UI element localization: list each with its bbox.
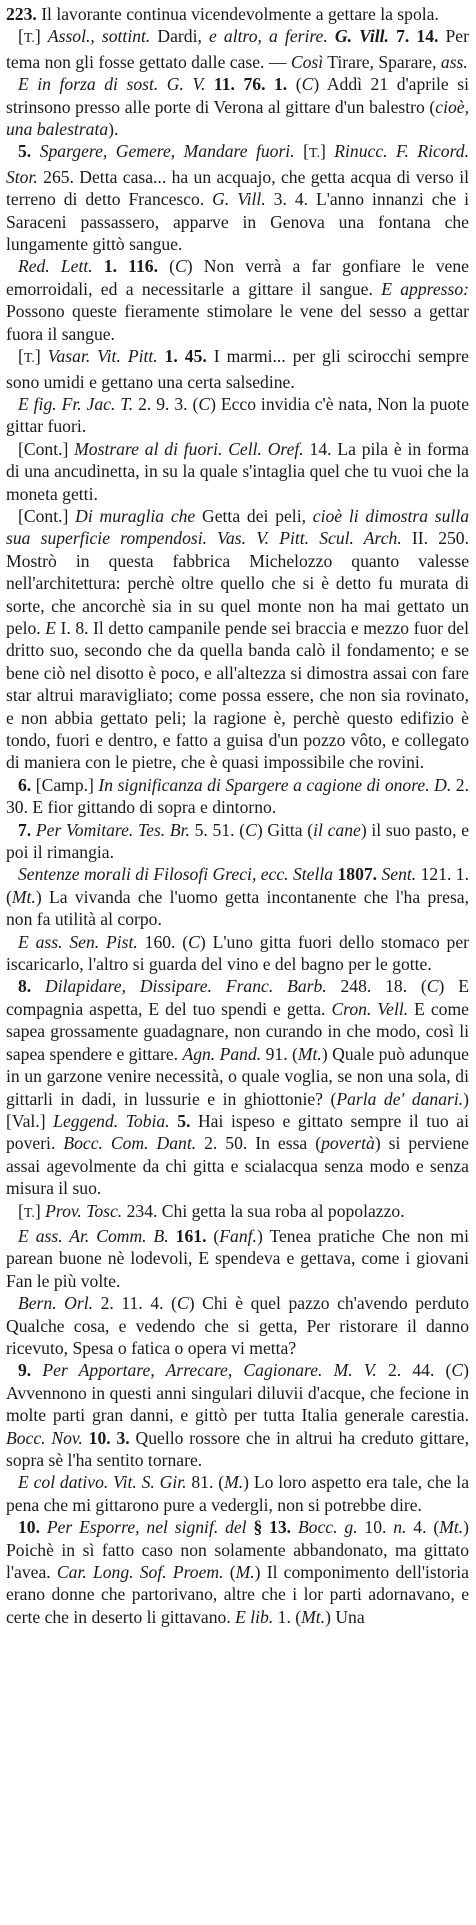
dictionary-entry: 8. Dilapidare, Dissipare. Franc. Barb. 248. 18. (C) E compagnia aspetta, E del tuo spendi e getta. Cron. Vell. E come sapea grossamente guadagnare, non curando in che modo, così li sapea spendere e gittare. Agn. Pand. 91. (Mt.) Quale può adunque in un garzone venire necessità, o quale voglia, se non una sola, di gittarli in dadi, in lussurie e in ghiottonie? (Parla de' danari.) [Val.] Leggend. Tobia. 5. Hai ispeso e gittato sempre il tuo ai poveri. Bocc. Com. Dant. 2. 50. In essa (povertà) si perviene assai agevolmente da chi gitta e scialacqua senza modo e senza misura il suo. xyxy=(6,976,470,1199)
dictionary-entry: [T.] Prov. Tosc. 234. Chi getta la sua roba al popolazzo. xyxy=(18,1200,405,1221)
dictionary-entry: E col dativo. Vit. S. Gir. 81. (M.) Lo loro aspetto era tale, che la pena che mi gittarono pure a vedergli, non si potrebbe dire. xyxy=(6,1472,469,1515)
dictionary-entry: [Cont.] Mostrare al di fuori. Cell. Oref. 14. La pila è in forma di una ancudinetta, in su la quale s'intaglia quel che tu vuoi che la moneta getti. xyxy=(6,438,469,504)
dictionary-entry: E ass. Sen. Pist. 160. (C) L'uno gitta fuori dello stomaco per iscaricarlo, l'altro si guarda del vino e del bagno per le gotte. xyxy=(6,931,469,975)
dictionary-entry: E in forza di sost. G. V. 11. 76. 1. (C) Addì 21 d'aprile si strinsono presso alle porte di Verona al gittare d'un balestro (cioè, una balestrata). xyxy=(6,74,470,140)
dictionary-entry: Sentenze morali di Filosofi Greci, ecc. Stella 1807. Sent. 121. 1. (Mt.) La vivanda che l'uomo getta incontanente che l'ha presa, non fa utilità al corpo. xyxy=(6,864,470,930)
dictionary-entry: E ass. Ar. Comm. B. 161. (Fanf.) Tenea pratiche Che non mi parean buone nè lodevoli, E spendeva e gettava, come i giovani Fan le più volte. xyxy=(6,1225,469,1291)
dictionary-entry: E fig. Fr. Jac. T. 2. 9. 3. (C) Ecco invidia c'è nata, Non la puote gittar fuori. xyxy=(6,393,469,437)
dictionary-entry: 6. [Camp.] In significanza di Spargere a cagione di onore. D. 2. 30. E fior gittando di sopra e dintorno. xyxy=(6,774,469,818)
dictionary-entry: [T.] Assol., sottint. Dardi, e altro, a ferire. G. Vill. 7. 14. Per tema non gli fosse gettato dalle case. — Così Tirare, Sparare, ass. xyxy=(6,26,469,72)
dictionary-entry: [T.] Vasar. Vit. Pitt. 1. 45. I marmi... per gli scirocchi sempre sono umidi e gettano una certa salsedine. xyxy=(6,346,469,392)
dictionary-entry: 7. Per Vomitare. Tes. Br. 5. 51. (C) Gitta (il cane) il suo pasto, e poi il rimangia. xyxy=(6,819,470,863)
dictionary-entry: Red. Lett. 1. 116. (C) Non verrà a far gonfiare le vene emorroidali, ed a necessitarle a gittare il sangue. E appresso: Possono queste fieramente stimolare le vene del sesso a gettar fuora il sangue. xyxy=(6,256,470,344)
dictionary-entry: Bern. Orl. 2. 11. 4. (C) Chi è quel pazzo ch'avendo perduto Qualche cosa, e vedendo che si getta, Per ristorare il danno ricevuto, Spesa o fatica o opera vi metta? xyxy=(6,1293,469,1358)
dictionary-entry: 9. Per Apportare, Arrecare, Cagionare. M. V. 2. 44. (C) Avvennono in questi anni singulari diluvii d'acque, che fecione in molte parti gran danni, e gittò per tutta Italia generale carestia. Bocc. Nov. 10. 3. Quello rossore che in altrui ha creduto gittare, sopra sè l'ha sentito tornare. xyxy=(6,1360,470,1470)
dictionary-entries xyxy=(6,3,469,1628)
dictionary-entry: 223. Il lavorante continua vicendevolmente a gettare la spola. xyxy=(6,4,439,24)
dictionary-entry: 5. Spargere, Gemere, Mandare fuori. [T.] Rinucc. F. Ricord. Stor. 265. Detta casa... ha un acquajo, che getta acqua di verso il terreno di detto Francesco. G. Vill. 3. 4. L'anno innanzi che i Saraceni passassero, apparve in Genova una fontana che lungamente gittò sangue. xyxy=(6,141,469,255)
dictionary-entry: [Cont.] Di muraglia che Getta dei peli, cioè li dimostra sulla sua superficie rompendosi. Vas. V. Pitt. Scul. Arch. II. 250. Mostrò in questa fabbrica Michelozzo quanto valesse nell'architettura: perchè oltre quello che si è detto fu murata di sorte, che ancorchè sia in su quel monte non ha mai gettato un pelo. E I. 8. Il detto campanile pende sei braccia e mezzo fuor del dritto suo, secondo che da quella banda calò il fondamento; e se bene ciò nel disotto è poco, e all'altezza si dimostra assai con fare star altrui maravigliato; come possa essere, che non sia rovinato, e non abbia gettato peli; la ragione è, perchè questo edifizio è tondo, fuori e dentro, e fatto a guisa d'un pozzo vôto, e collegato di maniera con le pietre, che è quasi impossibile che rovini. xyxy=(6,505,469,773)
dictionary-entry: 10. Per Esporre, nel signif. del § 13. Bocc. g. 10. n. 4. (Mt.) Poichè in sì fatto caso non solamente abbandonato, ma gittato l'avea. Car. Long. Sof. Proem. (M.) Il componimento dell'istoria erano donne che partorivano, altre che i lor parti adornavano, e certe che in deserto li gittavano. E lib. 1. (Mt.) Una xyxy=(6,1517,469,1627)
